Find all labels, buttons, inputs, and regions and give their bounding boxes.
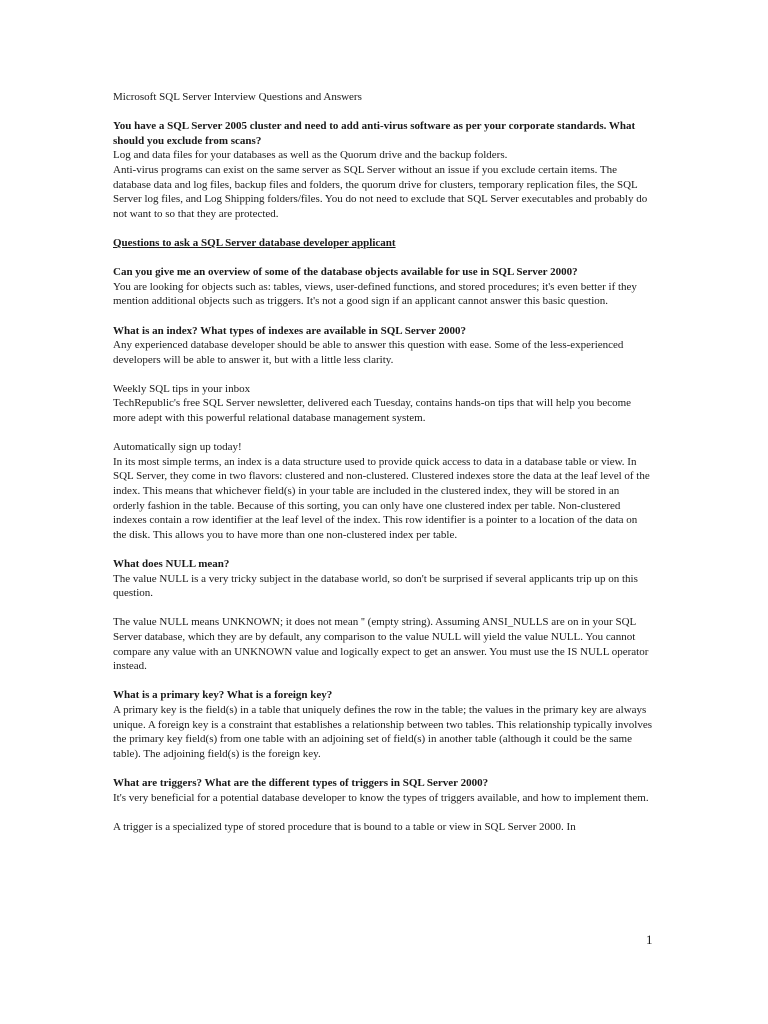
answer-triggers-detail: A trigger is a specialized type of stored procedure that is bound to a table or view in SQL Server 2000. In (113, 820, 576, 833)
spacer (113, 761, 653, 776)
promo-heading: Weekly SQL tips in your inbox (113, 382, 251, 395)
spacer (113, 221, 653, 236)
document-page (113, 90, 653, 834)
answer-keys: A primary key is the field(s) in a table that uniquely defines the row in the table; the values in the primary key are always unique. A foreign key is a constraint that establishes a relationship between two tables. This relationship typically involves the primary key field(s) from one table with an adjoining set of field(s) in another table (although it could be the same table). The adjoining field(s) is the foreign key. (113, 703, 652, 760)
spacer (113, 805, 653, 820)
spacer (113, 105, 653, 120)
spacer (113, 542, 653, 557)
spacer (113, 601, 653, 616)
answer-antivirus-long: Anti-virus programs can exist on the same server as SQL Server without an issue if you exclude certain items. The database data and log files, backup files and folders, the quorum drive for clusters, temporary replication files, the SQL Server log files, and Log Shipping folders/files. You do not need to exclude that SQL Server executables and probably do not want to so that they are protected. (113, 163, 648, 220)
spacer (113, 309, 653, 324)
question-keys: What is a primary key? What is a foreign key? (113, 689, 333, 702)
question-index: What is an index? What types of indexes are available in SQL Server 2000? (113, 324, 466, 337)
answer-triggers-intro: It's very beneficial for a potential database developer to know the types of triggers available, and how to implement them. (113, 791, 649, 804)
spacer (113, 367, 653, 382)
promo-body: TechRepublic's free SQL Server newsletter, delivered each Tuesday, contains hands-on tips that will help you become more adept with this powerful relational database management system. (113, 397, 632, 425)
spacer (113, 426, 653, 441)
question-null: What does NULL mean? (113, 558, 230, 570)
answer-antivirus-short: Log and data files for your databases as well as the Quorum drive and the backup folders. (113, 149, 508, 162)
spacer (113, 251, 653, 266)
spacer (113, 674, 653, 689)
answer-database-objects: You are looking for objects such as: tables, views, user-defined functions, and stored procedures; it's even better if they mention additional objects such as triggers. It's not a good sign if an applicant cannot answer this basic question. (113, 280, 637, 308)
page-number: 1 (646, 932, 653, 947)
question-triggers: What are triggers? What are the different types of triggers in SQL Server 2000? (113, 776, 489, 789)
promo-signup: Automatically sign up today! (113, 441, 242, 454)
document-title: Microsoft SQL Server Interview Questions and Answers (113, 91, 362, 103)
answer-null-detail: The value NULL means UNKNOWN; it does not mean '' (empty string). Assuming ANSI_NULLS are on in your SQL Server database, which they are by default, any comparison to the value NULL will yield the value NULL. You cannot compare any value with an UNKNOWN value and logically expect to get an answer. You must use the IS NULL operator instead. (113, 616, 649, 673)
answer-null-intro: The value NULL is a very tricky subject in the database world, so don't be surprised if several applicants trip up on this question. (113, 572, 638, 600)
answer-index: Any experienced database developer should be able to answer this question with ease. Some of the less-experienced developers will be able to answer it, but with a little less clarity. (113, 339, 624, 366)
question-antivirus: You have a SQL Server 2005 cluster and need to add anti-virus software as per your corporate standards. What should you exclude from scans? (113, 120, 636, 147)
section-heading: Questions to ask a SQL Server database developer applicant (113, 236, 396, 249)
question-database-objects: Can you give me an overview of some of the database objects available for use in SQL Server 2000? (113, 266, 578, 279)
answer-index-continued: In its most simple terms, an index is a data structure used to provide quick access to data in a database table or view. In SQL Server, they come in two flavors: clustered and non-clustered. Clustered indexes store the data at the leaf level of the index. This means that whichever field(s) in your table are included in the clustered index, they will be stored in an orderly fashion in the table. Because of this sorting, you can only have one clustered index per table. Non-clustered indexes contain a row identifier at the leaf level of the index. This row identifier is a pointer to a location of the data on the disk. This allows you to have more than one non-clustered index per table. (113, 455, 650, 541)
